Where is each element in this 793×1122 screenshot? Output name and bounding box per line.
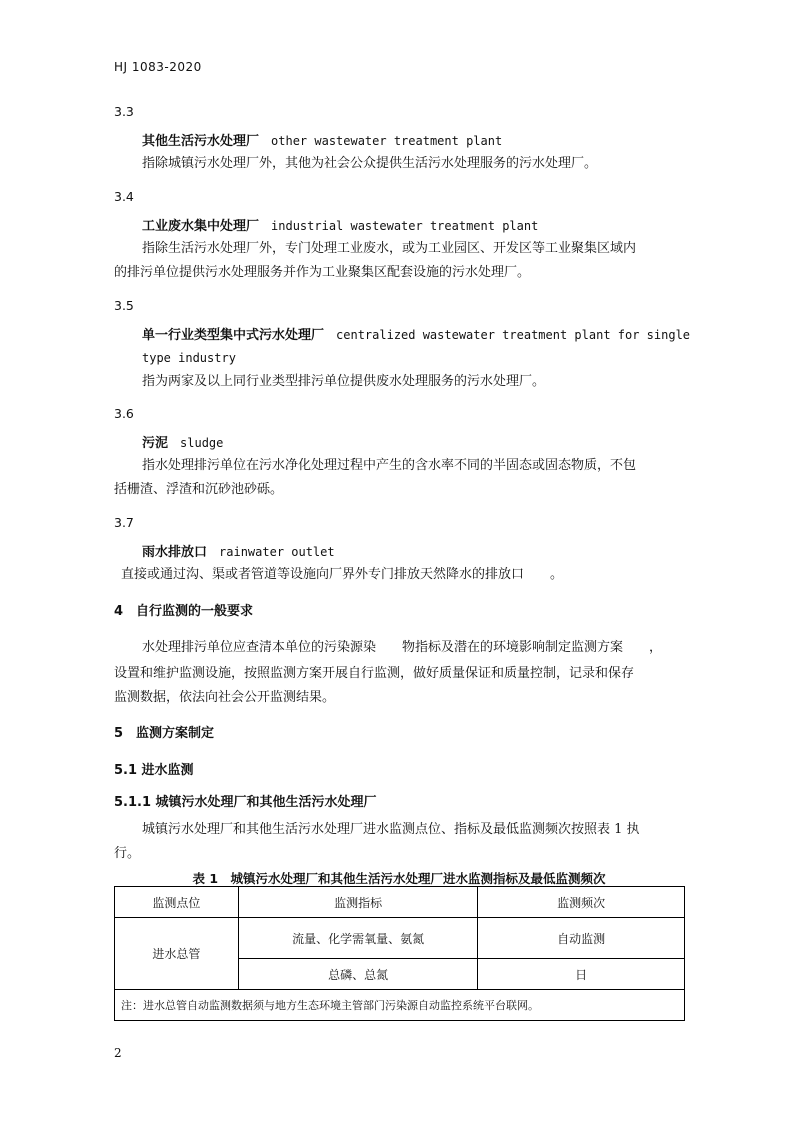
section-5-1-1-title: 5.1.1 城镇污水处理厂和其他生活污水处理厂 (114, 795, 377, 810)
table-header-row (115, 887, 685, 918)
term-english: other wastewater treatment plant (271, 134, 503, 148)
clause-number: 3.5 (114, 298, 134, 313)
term-chinese: 单一行业类型集中式污水处理厂 (142, 328, 325, 343)
table-header-cell: 监测点位 (115, 887, 239, 918)
section-5-title: 5 监测方案制定 (114, 726, 215, 741)
term-chinese: 污泥 (142, 436, 169, 451)
clause-definition: 的排污单位提供污水处理服务并作为工业聚集区配套设施的污水处理厂。 (114, 265, 531, 280)
clause-number: 3.4 (114, 189, 134, 204)
clause-definition: 指除生活污水处理厂外，专门处理工业废水，或为工业园区、开发区等工业聚集区域内 (142, 241, 637, 256)
indicator-cell: 流量、化学需氧量、氨氮 (238, 918, 478, 959)
clause-definition: 直接或通过沟、渠或者管道等设施向厂界外专门排放天然降水的排放口 。 (121, 567, 564, 582)
clause-term (142, 544, 335, 561)
clause-number: 3.7 (114, 515, 134, 530)
table-header-cell: 监测频次 (478, 887, 685, 918)
term-english: rainwater outlet (219, 545, 335, 559)
section-5-paragraph: 行。 (114, 846, 141, 861)
table-note: 注：进水总管自动监测数据须与地方生态环境主管部门污染源自动监控系统平台联网。 (115, 990, 685, 1021)
section-5-1-title: 5.1 进水监测 (114, 763, 194, 778)
clause-term (142, 218, 538, 235)
clause-number: 3.6 (114, 406, 134, 421)
term-chinese: 其他生活污水处理厂 (142, 134, 260, 149)
frequency-cell: 自动监测 (478, 918, 685, 959)
section-4-paragraph: 监测数据，依法向社会公开监测结果。 (114, 690, 336, 705)
page-number: 2 (114, 1046, 122, 1060)
section-4-title: 4 自行监测的一般要求 (114, 604, 254, 619)
table-row (115, 918, 685, 959)
clause-number: 3.3 (114, 104, 134, 119)
section-4-paragraph: 水处理排污单位应查清本单位的污染源染 物指标及潜在的环境影响制定监测方案 ， (142, 640, 663, 655)
section-4-paragraph: 设置和维护监测设施，按照监测方案开展自行监测，做好质量保证和质量控制，记录和保存 (114, 666, 635, 681)
clause-term (142, 327, 690, 344)
term-english: centralized wastewater treatment plant for single (336, 328, 691, 342)
monitoring-table (114, 886, 685, 1021)
clause-term (142, 435, 223, 452)
clause-definition: 指除城镇污水处理厂外，其他为社会公众提供生活污水处理服务的污水处理厂。 (142, 156, 598, 171)
frequency-cell: 日 (478, 959, 685, 990)
clause-definition: 括栅渣、浮渣和沉砂池砂砾。 (114, 482, 284, 497)
monitoring-point-cell: 进水总管 (115, 918, 239, 990)
indicator-cell: 总磷、总氮 (238, 959, 478, 990)
clause-term (142, 133, 502, 150)
table-note-row (115, 990, 685, 1021)
term-english-continued: type industry (142, 351, 236, 365)
table-caption: 表 1 城镇污水处理厂和其他生活污水处理厂进水监测指标及最低监测频次 (192, 871, 606, 886)
clause-definition: 指为两家及以上同行业类型排污单位提供废水处理服务的污水处理厂。 (142, 374, 546, 389)
standard-id-header: HJ 1083-2020 (114, 60, 202, 74)
clause-definition: 指水处理排污单位在污水净化处理过程中产生的含水率不同的半固态或固态物质，不包 (142, 458, 637, 473)
term-english: sludge (180, 436, 224, 450)
section-5-paragraph: 城镇污水处理厂和其他生活污水处理厂进水监测点位、指标及最低监测频次按照表 1 执 (142, 822, 640, 837)
table-header-cell: 监测指标 (238, 887, 478, 918)
term-chinese: 雨水排放口 (142, 545, 208, 560)
term-english: industrial wastewater treatment plant (271, 219, 539, 233)
term-chinese: 工业废水集中处理厂 (142, 219, 260, 234)
